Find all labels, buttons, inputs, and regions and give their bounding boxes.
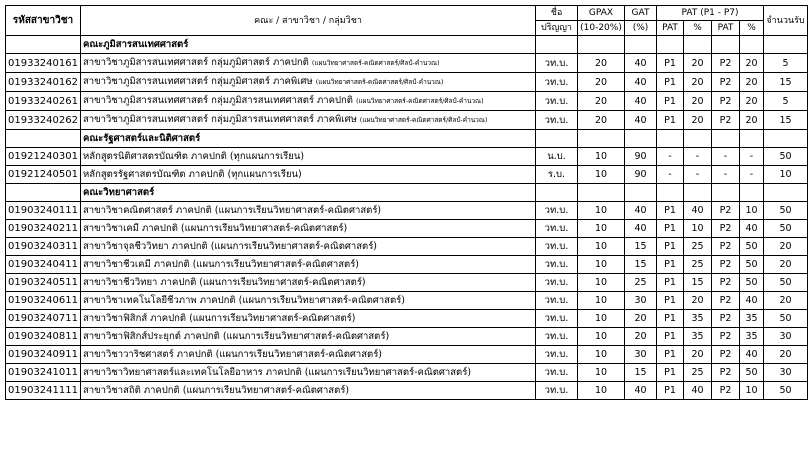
degree-cell: วท.บ. (536, 220, 578, 238)
pat1-subject-cell: P1 (657, 54, 684, 73)
section-empty-cell (740, 36, 764, 54)
pat1-subject-cell: P1 (657, 382, 684, 400)
code-cell: 01921240301 (6, 148, 81, 166)
admission-count-cell: 50 (764, 274, 808, 292)
gat-cell: 20 (625, 310, 657, 328)
pat1-percent-cell: 20 (684, 92, 712, 111)
gpax-cell: 10 (578, 328, 625, 346)
pat1-percent-cell: - (684, 166, 712, 184)
pat2-percent-cell: 35 (740, 310, 764, 328)
degree-cell: วท.บ. (536, 92, 578, 111)
section-empty-cell (578, 184, 625, 202)
admission-count-cell: 50 (764, 310, 808, 328)
code-cell: 01903240111 (6, 202, 81, 220)
section-title: คณะรัฐศาสตร์และนิติศาสตร์ (81, 130, 536, 148)
admission-count-cell: 20 (764, 238, 808, 256)
pat2-percent-cell: - (740, 148, 764, 166)
admission-count-cell: 50 (764, 382, 808, 400)
pat2-percent-cell: 50 (740, 364, 764, 382)
gpax-cell: 10 (578, 364, 625, 382)
pat2-subject-cell: P2 (712, 328, 740, 346)
header-gpax-line1: GPAX (578, 6, 625, 21)
pat1-percent-cell: 25 (684, 364, 712, 382)
table-row (6, 148, 808, 166)
table-row (6, 292, 808, 310)
section-empty-cell (712, 184, 740, 202)
program-name-cell (81, 238, 536, 256)
gpax-cell: 10 (578, 148, 625, 166)
gat-cell: 90 (625, 166, 657, 184)
degree-cell: วท.บ. (536, 346, 578, 364)
pat2-subject-cell: P2 (712, 92, 740, 111)
pat1-percent-cell: 20 (684, 111, 712, 130)
program-name: สาขาวิชาภูมิสารสนเทศศาสตร์ กลุ่มภูมิศาสตร์ ภาคพิเศษ (83, 76, 313, 87)
admission-count-cell: 50 (764, 220, 808, 238)
pat2-percent-cell: 20 (740, 73, 764, 92)
table-row (6, 166, 808, 184)
section-empty-cell (578, 36, 625, 54)
gat-cell: 40 (625, 54, 657, 73)
pat1-subject-cell: P1 (657, 328, 684, 346)
header-pat2: PAT (712, 21, 740, 36)
table-row (6, 202, 808, 220)
section-empty-cell (684, 184, 712, 202)
section-empty-cell (536, 184, 578, 202)
gpax-cell: 20 (578, 73, 625, 92)
pat1-percent-cell: 20 (684, 346, 712, 364)
pat2-percent-cell: 10 (740, 382, 764, 400)
code-cell: 01903240411 (6, 256, 81, 274)
program-name-cell (81, 54, 536, 73)
pat2-subject-cell: P2 (712, 346, 740, 364)
section-empty-cell (740, 184, 764, 202)
pat1-percent-cell: - (684, 148, 712, 166)
pat2-subject-cell: P2 (712, 382, 740, 400)
pat1-subject-cell: P1 (657, 92, 684, 111)
gat-cell: 25 (625, 274, 657, 292)
gpax-cell: 10 (578, 382, 625, 400)
header-count: จำนวนรับ (764, 6, 808, 36)
pat2-percent-cell: 50 (740, 256, 764, 274)
pat2-subject-cell: P2 (712, 73, 740, 92)
program-name-cell (81, 382, 536, 400)
pat1-percent-cell: 15 (684, 274, 712, 292)
degree-cell: วท.บ. (536, 111, 578, 130)
pat2-subject-cell: P2 (712, 292, 740, 310)
pat1-subject-cell: P1 (657, 73, 684, 92)
table-row (6, 274, 808, 292)
admission-count-cell: 10 (764, 166, 808, 184)
degree-cell: น.บ. (536, 148, 578, 166)
degree-cell: วท.บ. (536, 54, 578, 73)
pat2-subject-cell: P2 (712, 364, 740, 382)
gat-cell: 30 (625, 346, 657, 364)
pat2-percent-cell: 40 (740, 346, 764, 364)
degree-cell: ร.บ. (536, 166, 578, 184)
gat-cell: 15 (625, 256, 657, 274)
degree-cell: วท.บ. (536, 274, 578, 292)
header-gat-line1: GAT (625, 6, 657, 21)
program-name: สาขาวิชาชีวเคมี ภาคปกติ (แผนการเรียนวิทยาศาสตร์-คณิตศาสตร์) (83, 259, 359, 270)
program-name: สาขาวิชาจุลชีววิทยา ภาคปกติ (แผนการเรียนวิทยาศาสตร์-คณิตศาสตร์) (83, 241, 378, 252)
table-row (6, 364, 808, 382)
section-empty-cell (625, 184, 657, 202)
section-spacer-cell (6, 36, 81, 54)
pat1-subject-cell: P1 (657, 346, 684, 364)
program-name-cell (81, 364, 536, 382)
table-row (6, 256, 808, 274)
section-title: คณะวิทยาศาสตร์ (81, 184, 536, 202)
gat-cell: 40 (625, 220, 657, 238)
pat1-subject-cell: - (657, 166, 684, 184)
admission-count-cell: 50 (764, 202, 808, 220)
code-cell: 01903240811 (6, 328, 81, 346)
pat2-percent-cell: 50 (740, 238, 764, 256)
admission-count-cell: 5 (764, 54, 808, 73)
pat1-percent-cell: 25 (684, 256, 712, 274)
pat1-percent-cell: 40 (684, 202, 712, 220)
pat1-subject-cell: P1 (657, 256, 684, 274)
gpax-cell: 10 (578, 256, 625, 274)
gpax-cell: 10 (578, 166, 625, 184)
pat1-percent-cell: 35 (684, 328, 712, 346)
admission-count-cell: 50 (764, 148, 808, 166)
header-degree-line1: ชื่อ (536, 6, 578, 21)
section-empty-cell (684, 36, 712, 54)
program-name-cell (81, 111, 536, 130)
section-empty-cell (764, 36, 808, 54)
gat-cell: 30 (625, 292, 657, 310)
program-name: สาขาวิชาวิทยาศาสตร์และเทคโนโลยีอาหาร ภาคปกติ (แผนการเรียนวิทยาศาสตร์-คณิตศาสตร์) (83, 367, 472, 378)
degree-cell: วท.บ. (536, 382, 578, 400)
gat-cell: 15 (625, 364, 657, 382)
program-name: สาขาวิชาคณิตศาสตร์ ภาคปกติ (แผนการเรียนวิทยาศาสตร์-คณิตศาสตร์) (83, 205, 382, 216)
pat1-percent-cell: 20 (684, 73, 712, 92)
pat2-percent-cell: - (740, 166, 764, 184)
pat1-subject-cell: P1 (657, 202, 684, 220)
admission-count-cell: 20 (764, 292, 808, 310)
section-empty-cell (657, 184, 684, 202)
program-plan-note: (แผนวิทยาศาสตร์-คณิตศาสตร์/ศิลป์-คำนวณ) (355, 97, 484, 105)
admission-count-cell: 30 (764, 364, 808, 382)
gpax-cell: 20 (578, 111, 625, 130)
program-name: หลักสูตรนิติศาสตรบัณฑิต ภาคปกติ (ทุกแผนการเรียน) (83, 151, 305, 162)
degree-cell: วท.บ. (536, 256, 578, 274)
gpax-cell: 10 (578, 346, 625, 364)
program-name: สาขาวิชาเคมี ภาคปกติ (แผนการเรียนวิทยาศาสตร์-คณิตศาสตร์) (83, 223, 348, 234)
section-empty-cell (625, 36, 657, 54)
admission-count-cell: 30 (764, 328, 808, 346)
table-row (6, 111, 808, 130)
pat2-percent-cell: 40 (740, 220, 764, 238)
gat-cell: 40 (625, 111, 657, 130)
section-header-row (6, 184, 808, 202)
pat2-percent-cell: 20 (740, 54, 764, 73)
pat2-subject-cell: - (712, 148, 740, 166)
table-row (6, 328, 808, 346)
pat1-subject-cell: P1 (657, 364, 684, 382)
program-plan-note: (แผนวิทยาศาสตร์-คณิตศาสตร์/ศิลป์-คำนวณ) (359, 116, 488, 124)
header-pct1: % (684, 21, 712, 36)
gat-cell: 40 (625, 382, 657, 400)
code-cell: 01933240262 (6, 111, 81, 130)
admission-count-cell: 20 (764, 256, 808, 274)
code-cell: 01933240261 (6, 92, 81, 111)
admission-count-cell: 15 (764, 73, 808, 92)
pat2-subject-cell: P2 (712, 111, 740, 130)
gpax-cell: 10 (578, 202, 625, 220)
pat1-percent-cell: 20 (684, 292, 712, 310)
gpax-cell: 10 (578, 274, 625, 292)
header-degree-line2: ปริญญา (536, 21, 578, 36)
header-code: รหัสสาขาวิชา (6, 6, 81, 36)
program-name-cell (81, 292, 536, 310)
program-name-cell (81, 148, 536, 166)
code-cell: 01903240311 (6, 238, 81, 256)
program-name-cell (81, 310, 536, 328)
header-pat1: PAT (657, 21, 684, 36)
pat1-subject-cell: P1 (657, 274, 684, 292)
pat2-subject-cell: P2 (712, 54, 740, 73)
gpax-cell: 10 (578, 220, 625, 238)
degree-cell: วท.บ. (536, 310, 578, 328)
program-name-cell (81, 166, 536, 184)
section-title: คณะภูมิสารสนเทศศาสตร์ (81, 36, 536, 54)
program-name: สาขาวิชาภูมิสารสนเทศศาสตร์ กลุ่มภูมิสารสนเทศศาสตร์ ภาคปกติ (83, 95, 353, 106)
header-pat-group: PAT (P1 - P7) (657, 6, 764, 21)
code-cell: 01903240211 (6, 220, 81, 238)
program-name: สาขาวิชาสถิติ ภาคปกติ (แผนการเรียนวิทยาศาสตร์-คณิตศาสตร์) (83, 385, 350, 396)
code-cell: 01933240161 (6, 54, 81, 73)
pat1-subject-cell: P1 (657, 238, 684, 256)
table-row (6, 73, 808, 92)
gpax-cell: 20 (578, 54, 625, 73)
section-spacer-cell (6, 130, 81, 148)
pat1-percent-cell: 35 (684, 310, 712, 328)
gat-cell: 40 (625, 73, 657, 92)
header-gat-line2: (%) (625, 21, 657, 36)
program-name: หลักสูตรรัฐศาสตรบัณฑิต ภาคปกติ (ทุกแผนการเรียน) (83, 169, 302, 180)
pat2-subject-cell: P2 (712, 274, 740, 292)
gat-cell: 20 (625, 328, 657, 346)
pat2-subject-cell: P2 (712, 202, 740, 220)
section-empty-cell (625, 130, 657, 148)
program-name-cell (81, 274, 536, 292)
pat1-subject-cell: P1 (657, 111, 684, 130)
pat2-percent-cell: 35 (740, 328, 764, 346)
table-row (6, 238, 808, 256)
pat2-subject-cell: P2 (712, 220, 740, 238)
table-row (6, 220, 808, 238)
degree-cell: วท.บ. (536, 202, 578, 220)
pat1-percent-cell: 25 (684, 238, 712, 256)
table-row (6, 54, 808, 73)
code-cell: 01903240511 (6, 274, 81, 292)
header-gpax-line2: (10-20%) (578, 21, 625, 36)
degree-cell: วท.บ. (536, 292, 578, 310)
section-empty-cell (536, 36, 578, 54)
pat2-percent-cell: 50 (740, 274, 764, 292)
program-name: สาขาวิชาเทคโนโลยีชีวภาพ ภาคปกติ (แผนการเรียนวิทยาศาสตร์-คณิตศาสตร์) (83, 295, 405, 306)
pat2-subject-cell: P2 (712, 238, 740, 256)
pat2-subject-cell: P2 (712, 256, 740, 274)
code-cell: 01903240911 (6, 346, 81, 364)
admission-count-cell: 5 (764, 92, 808, 111)
degree-cell: วท.บ. (536, 73, 578, 92)
program-name: สาขาวิชาภูมิสารสนเทศศาสตร์ กลุ่มภูมิศาสตร์ ภาคปกติ (83, 57, 309, 68)
admission-count-cell: 15 (764, 111, 808, 130)
program-name-cell (81, 202, 536, 220)
pat1-percent-cell: 20 (684, 54, 712, 73)
program-name: สาขาวิชาฟิสิกส์ ภาคปกติ (แผนการเรียนวิทยาศาสตร์-คณิตศาสตร์) (83, 313, 356, 324)
header-pct2: % (740, 21, 764, 36)
table-row (6, 346, 808, 364)
pat2-percent-cell: 40 (740, 292, 764, 310)
admission-count-cell: 20 (764, 346, 808, 364)
degree-cell: วท.บ. (536, 328, 578, 346)
pat2-subject-cell: P2 (712, 310, 740, 328)
program-name: สาขาวิชาฟิสิกส์ประยุกต์ ภาคปกติ (แผนการเรียนวิทยาศาสตร์-คณิตศาสตร์) (83, 331, 390, 342)
gat-cell: 15 (625, 238, 657, 256)
code-cell: 01903241011 (6, 364, 81, 382)
table-row (6, 92, 808, 111)
program-name-cell (81, 328, 536, 346)
gat-cell: 90 (625, 148, 657, 166)
section-empty-cell (764, 184, 808, 202)
gpax-cell: 10 (578, 238, 625, 256)
section-header-row (6, 36, 808, 54)
program-plan-note: (แผนวิทยาศาสตร์-คณิตศาสตร์/ศิลป์-คำนวณ) (315, 78, 444, 86)
pat1-subject-cell: P1 (657, 310, 684, 328)
gpax-cell: 10 (578, 292, 625, 310)
section-empty-cell (657, 36, 684, 54)
code-cell: 01933240162 (6, 73, 81, 92)
header-faculty: คณะ / สาขาวิชา / กลุ่มวิชา (81, 6, 536, 36)
code-cell: 01921240501 (6, 166, 81, 184)
admission-table (5, 5, 808, 400)
section-empty-cell (740, 130, 764, 148)
degree-cell: วท.บ. (536, 364, 578, 382)
pat1-subject-cell: P1 (657, 292, 684, 310)
gat-cell: 40 (625, 202, 657, 220)
pat2-percent-cell: 20 (740, 92, 764, 111)
program-plan-note: (แผนวิทยาศาสตร์-คณิตศาสตร์/ศิลป์-คำนวณ) (311, 59, 440, 67)
section-spacer-cell (6, 184, 81, 202)
program-name-cell (81, 220, 536, 238)
section-empty-cell (536, 130, 578, 148)
code-cell: 01903240611 (6, 292, 81, 310)
program-name: สาขาวิชาชีววิทยา ภาคปกติ (แผนการเรียนวิทยาศาสตร์-คณิตศาสตร์) (83, 277, 366, 288)
pat1-percent-cell: 10 (684, 220, 712, 238)
pat1-subject-cell: P1 (657, 220, 684, 238)
section-empty-cell (657, 130, 684, 148)
program-name-cell (81, 92, 536, 111)
pat2-subject-cell: - (712, 166, 740, 184)
code-cell: 01903240711 (6, 310, 81, 328)
gpax-cell: 20 (578, 92, 625, 111)
degree-cell: วท.บ. (536, 238, 578, 256)
section-empty-cell (684, 130, 712, 148)
pat2-percent-cell: 10 (740, 202, 764, 220)
gat-cell: 40 (625, 92, 657, 111)
program-name-cell (81, 256, 536, 274)
gpax-cell: 10 (578, 310, 625, 328)
program-name-cell (81, 73, 536, 92)
section-empty-cell (712, 130, 740, 148)
pat2-percent-cell: 20 (740, 111, 764, 130)
section-empty-cell (578, 130, 625, 148)
section-empty-cell (712, 36, 740, 54)
section-empty-cell (764, 130, 808, 148)
pat1-percent-cell: 40 (684, 382, 712, 400)
program-name-cell (81, 346, 536, 364)
section-header-row (6, 130, 808, 148)
code-cell: 01903241111 (6, 382, 81, 400)
table-row (6, 310, 808, 328)
program-name: สาขาวิชาภูมิสารสนเทศศาสตร์ กลุ่มภูมิสารสนเทศศาสตร์ ภาคพิเศษ (83, 114, 357, 125)
program-name: สาขาวิชาวาริชศาสตร์ ภาคปกติ (แผนการเรียนวิทยาศาสตร์-คณิตศาสตร์) (83, 349, 383, 360)
pat1-subject-cell: - (657, 148, 684, 166)
table-row (6, 382, 808, 400)
